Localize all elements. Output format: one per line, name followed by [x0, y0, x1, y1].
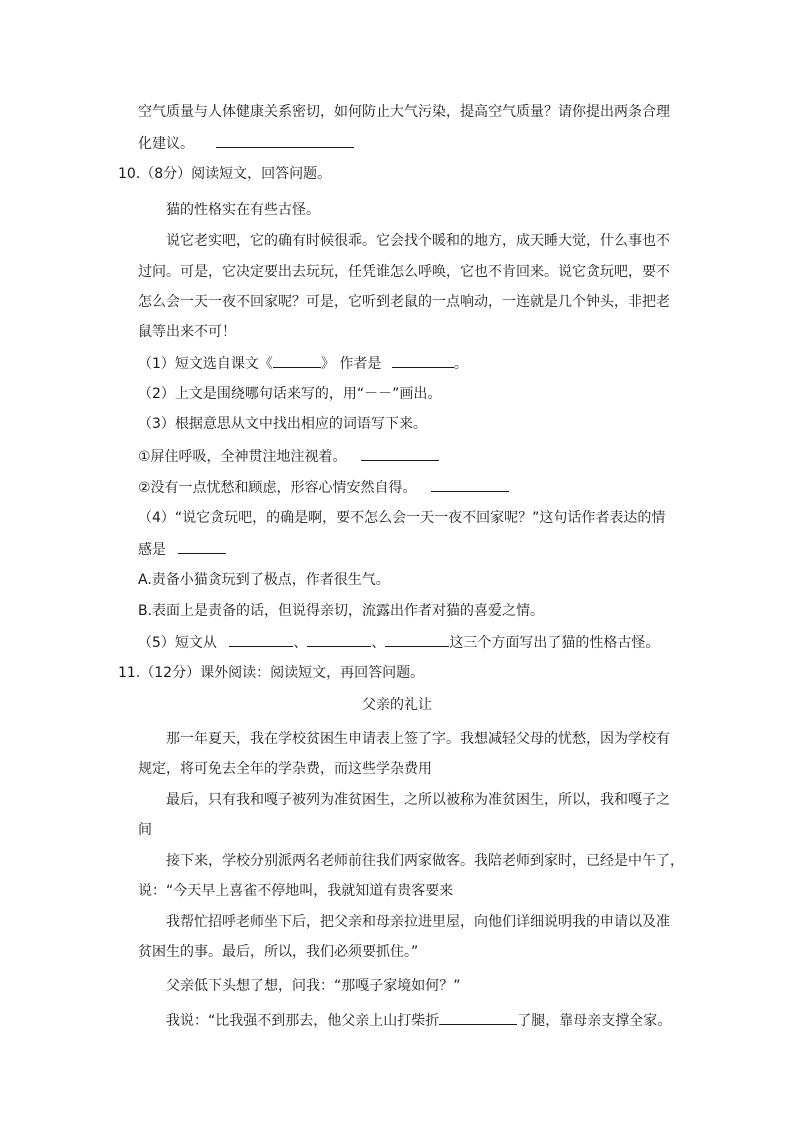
q11-p6-text-b: 了腿，靠母亲支撑全家。	[517, 1013, 672, 1029]
q10-sub-1-text-a: （1）短文选自课文《	[138, 356, 273, 372]
q10-sub-3-item-1-text: ①屏住呼吸，全神贯注地注视着。	[138, 449, 347, 465]
q11-p6-blank[interactable]	[439, 1010, 517, 1025]
q10-sub-4-line-2	[138, 539, 226, 560]
q10-passage-p2-line-4: 鼠等出来不可！	[138, 324, 236, 340]
q10-sub-5-text-a: （5）短文从	[138, 635, 217, 651]
q10-sub-5-sep-2: 、	[371, 635, 386, 651]
q10-option-b[interactable]: B.表面上是责备的话，但说得亲切，流露出作者对猫的喜爱之情。	[138, 603, 545, 619]
q9-line-2	[138, 133, 354, 154]
q10-sub-1-blank-title[interactable]	[273, 353, 321, 368]
q11-header: 11.（12分）课外阅读：阅读短文，再回答问题。	[118, 665, 425, 681]
q10-sub-1-text-c: 。	[453, 356, 468, 372]
q10-sub-4-blank[interactable]	[178, 539, 226, 554]
q11-p4-line-2: 贫困生的事。最后，所以，我们必须要抓住。”	[138, 944, 419, 960]
q10-sub-1-text-b: 》 作者是	[320, 356, 382, 372]
q10-sub-1-blank-author[interactable]	[392, 353, 454, 368]
q11-passage-title: 父亲的礼让	[362, 697, 432, 713]
q10-passage-p2-line-1: 说它老实吧，它的确有时候很乖。它会找个暖和的地方，成天睡大觉，什么事也不	[166, 233, 670, 249]
q10-sub-3-item-2-text: ②没有一点忧愁和顾虑，形容心情安然自得。	[138, 480, 417, 496]
q10-sub-5-blank-3[interactable]	[385, 632, 449, 647]
q11-p6-text-a: 我说：“比我强不到那去，他父亲上山打柴折	[166, 1013, 440, 1029]
q10-sub-3: （3）根据意思从文中找出相应的词语写下来。	[138, 416, 427, 432]
q9-line-1: 空气质量与人体健康关系密切，如何防止大气污染，提高空气质量？请你提出两条合理	[138, 104, 670, 120]
q11-p1-line-2: 规定，将可免去全年的学杂费，而这些学杂费用	[138, 761, 432, 777]
q11-p4-line-1: 我帮忙招呼老师坐下后，把父亲和母亲拉进里屋，向他们详细说明我的申请以及准	[166, 914, 670, 930]
q11-p5: 父亲低下头想了想，问我：“那嘎子家境如何？”	[166, 978, 461, 994]
q10-passage-p2-line-2: 过问。可是，它决定要出去玩玩，任凭谁怎么呼唤，它也不肯回来。说它贪玩吧，要不	[138, 264, 670, 280]
q10-sub-4-line-2-text: 感是	[138, 542, 166, 558]
q10-sub-5	[138, 632, 659, 653]
q10-passage-p2-line-3: 怎么会一天一夜不回家呢？可是，它听到老鼠的一点响动，一连就是几个钟头，非把老	[138, 294, 670, 310]
q10-sub-3-item-2-blank[interactable]	[431, 477, 509, 492]
q11-p2-line-1: 最后，只有我和嘎子被列为准贫困生，之所以被称为准贫困生，所以，我和嘎子之	[166, 792, 670, 808]
q10-sub-4-line-1: （4）“说它贪玩吧，的确是啊，要不怎么会一天一夜不回家呢？”这句话作者表达的情	[138, 510, 666, 526]
q10-passage-p1: 猫的性格实在有些古怪。	[166, 202, 320, 218]
q10-sub-5-blank-1[interactable]	[229, 632, 293, 647]
q10-sub-5-text-b: 这三个方面写出了猫的性格古怪。	[449, 635, 660, 651]
q11-p2-line-2: 间	[138, 822, 152, 838]
q10-sub-1	[138, 353, 468, 374]
q11-p3-line-2: 说：“今天早上喜雀不停地叫，我就知道有贵客要来	[138, 883, 454, 899]
q11-p1-line-1: 那一年夏天，我在学校贫困生申请表上签了字。我想减轻父母的忧愁，因为学校有	[166, 731, 670, 747]
q10-sub-5-blank-2[interactable]	[307, 632, 371, 647]
q10-option-a[interactable]: A.责备小猫贪玩到了极点，作者很生气。	[138, 572, 390, 588]
q11-p3-line-1: 接下来，学校分别派两名老师前往我们两家做客。我陪老师到家时，已经是中午了，	[166, 853, 684, 869]
q11-p6	[166, 1010, 671, 1031]
q9-answer-blank[interactable]	[216, 133, 354, 148]
q10-header: 10.（8分）阅读短文，回答问题。	[118, 166, 332, 182]
q10-sub-3-item-1-blank[interactable]	[361, 446, 439, 461]
q9-line-2-text: 化建议。	[138, 136, 194, 152]
q10-sub-3-item-2	[138, 477, 509, 498]
q10-sub-3-item-1	[138, 446, 439, 467]
q10-sub-5-sep-1: 、	[293, 635, 308, 651]
q10-sub-2: （2）上文是围绕哪句话来写的，用“－－”画出。	[138, 386, 442, 402]
